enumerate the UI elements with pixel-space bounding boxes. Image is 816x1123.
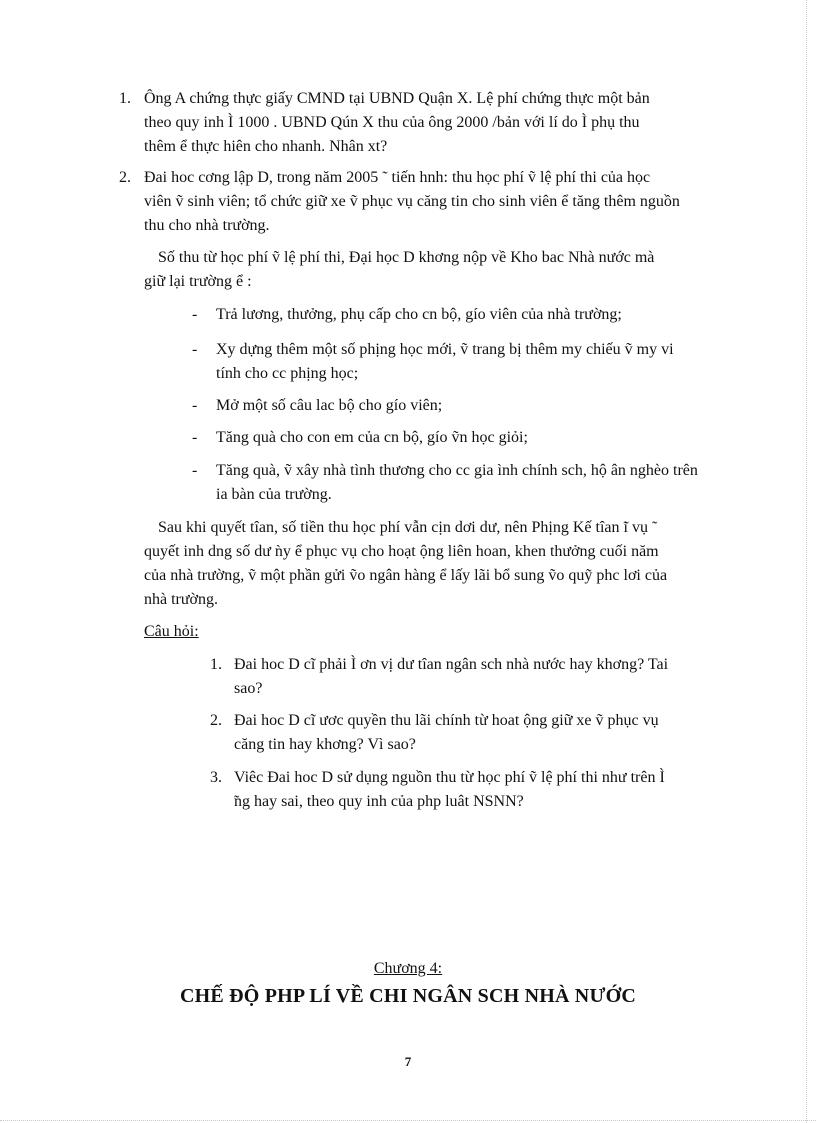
chapter-label: Chương 4: bbox=[373, 960, 443, 977]
page-edge-guide bbox=[0, 1120, 816, 1121]
paragraph-line: giữ lại trường ể : bbox=[144, 273, 252, 290]
question-line: sao? bbox=[234, 680, 263, 697]
question-number: 3. bbox=[210, 769, 222, 786]
question-line: Đai hoc D cĩ ươc quyền thu lãi chính từ hoat ộng giữ xe ṽ phục vụ bbox=[234, 712, 659, 729]
bullet-line: Tăng quà cho con em của cn bộ, gío ṽn học giỏi; bbox=[216, 429, 528, 446]
paragraph-line: Đai hoc cơng lập D, trong năm 2005 ˜ tiến hnh: thu học phí ṽ lệ phí thi của học bbox=[144, 169, 651, 186]
paragraph-line: của nhà trường, ṽ một phần gửi ṽo ngân hàng ể lấy lãi bổ sung ṽo quỹ phc lơi của bbox=[144, 567, 668, 584]
paragraph-line: Ông A chứng thực giấy CMND tại UBND Quận X. Lệ phí chứng thực một bản bbox=[144, 90, 650, 107]
bullet-dash: - bbox=[192, 306, 198, 323]
question-number: 2. bbox=[210, 712, 222, 729]
question-line: Đai hoc D cĩ phải Ì ơn vị dư tîan ngân sch nhà nước hay khơng? Tai bbox=[234, 656, 669, 673]
paragraph-line: Số thu từ học phí ṽ lệ phí thi, Đại học D khơng nộp về Kho bac Nhà nước mà bbox=[158, 249, 655, 266]
paragraph-line: viên ṽ sinh viên; tổ chức giữ xe ṽ phục vụ căng tin cho sinh viên ể tăng thêm nguồn bbox=[144, 193, 680, 210]
question-line: căng tin hay khơng? Vì sao? bbox=[234, 736, 416, 753]
item-number: 1. bbox=[119, 90, 131, 107]
paragraph-line: Sau khi quyết tîan, số tiền thu học phí vẫn cịn dơi dư, nên Phịng Kế tîan ̃i vụ ˜ bbox=[158, 519, 658, 536]
paragraph-line: thu cho nhà trường. bbox=[144, 217, 270, 234]
bullet-line: Mở một số câu lac bộ cho gío viên; bbox=[216, 397, 443, 414]
bullet-line: ia bàn của trường. bbox=[216, 486, 332, 503]
paragraph-line: theo quy inh Ì 1000 . UBND Qún X thu của ông 2000 /bản với lí do Ì phụ thu bbox=[144, 114, 640, 131]
bullet-dash: - bbox=[192, 429, 198, 446]
paragraph-line: thêm ể thực hiên cho nhanh. Nhân xt? bbox=[144, 138, 388, 155]
chapter-heading: CHẾ ĐỘ PHP LÍ VỀ CHI NGÂN SCH NHÀ NƯỚC bbox=[180, 985, 636, 1007]
bullet-dash: - bbox=[192, 462, 198, 479]
paragraph-line: quyết inh dng số dư ǹy ể phục vụ cho hoạt ộng liên hoan, khen thưởng cuối năm bbox=[144, 543, 659, 560]
question-line: ̃ng hay sai, theo quy inh của php luât NSNN? bbox=[234, 793, 524, 810]
question-line: Viêc Đai hoc D sử dụng nguồn thu từ học phí ṽ lệ phí thi như trên Ì bbox=[234, 769, 665, 786]
page-edge-guide bbox=[806, 0, 807, 1123]
bullet-dash: - bbox=[192, 397, 198, 414]
bullet-line: Tăng quà, ṽ xây nhà tình thương cho cc gia ình chính sch, hộ ân nghèo trên bbox=[216, 462, 698, 479]
bullet-dash: - bbox=[192, 341, 198, 358]
paragraph-line: nhà trường. bbox=[144, 591, 219, 608]
item-number: 2. bbox=[119, 169, 131, 186]
question-number: 1. bbox=[210, 656, 222, 673]
page-number: 7 bbox=[404, 1054, 412, 1069]
bullet-line: Trả lương, thưởng, phụ cấp cho cn bộ, gío viên của nhà trường; bbox=[216, 306, 622, 323]
bullet-line: tính cho cc phịng học; bbox=[216, 365, 359, 382]
bullet-line: Xy dựng thêm một số phịng học mới, ṽ trang bị thêm my chiếu ṽ my vi bbox=[216, 341, 674, 358]
questions-heading: Câu hỏi: bbox=[144, 623, 199, 640]
